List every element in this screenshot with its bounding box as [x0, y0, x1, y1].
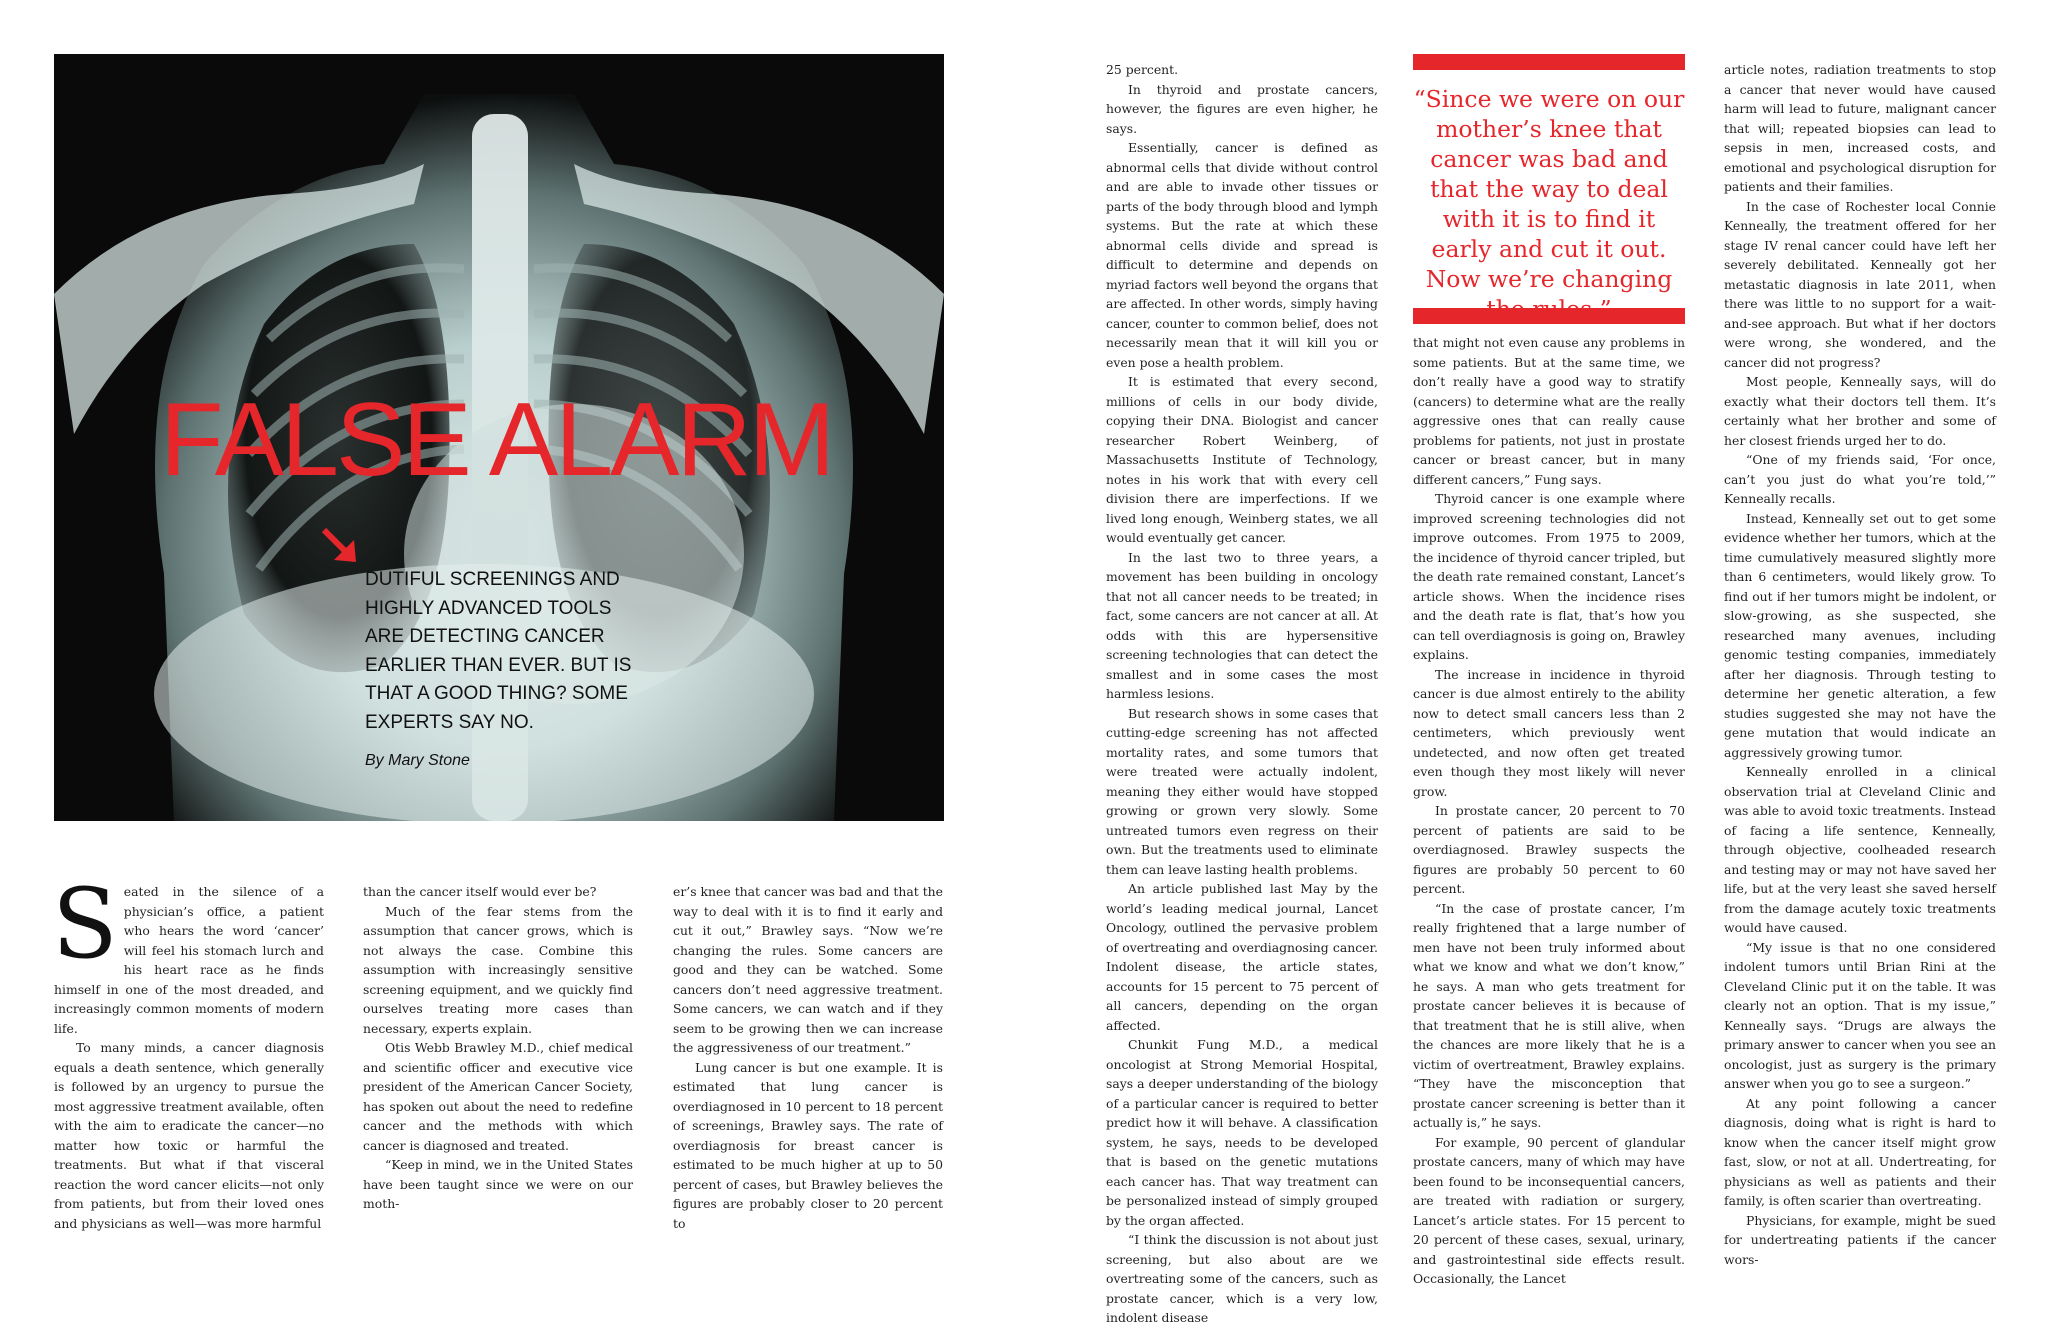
dek: DUTIFUL SCREENINGS AND HIGHLY ADVANCED TOOLS ARE DETECTING CANCER EARLIER THAN EVER. BUT IS THAT A GOOD THING? SOME EXPERTS SAY NO.	[365, 569, 632, 733]
paragraph: “I think the discussion is not about just screening, but also about are we overtreating some of the cancers, such as prostate cancer, which is a very low, indolent disease	[1106, 1232, 1378, 1325]
paragraph: Chunkit Fung M.D., a medical oncologist at Strong Memorial Hospital, says a deeper understanding of the biology of a particular cancer is required to better predict how it will behave. A classification system, he says, needs to be developed that is based on the genetic mutations each cancer has. That way treatment can be personalized instead of simply grouped by the organ affected.	[1106, 1037, 1378, 1228]
article-column-6	[1724, 60, 1996, 1269]
paragraph: Lung cancer is but one example. It is estimated that lung cancer is overdiagnosed in 10 percent to 18 percent of screenings, Brawley says. The rate of overdiagnosis for breast cancer is estimated to be much higher at up to 50 percent of cases, but Brawley believes the figures are probably closer to 20 percent to	[673, 1059, 943, 1231]
pull-quote-bottom-rule	[1413, 308, 1685, 324]
paragraph: article notes, radiation treatments to stop a cancer that never would have caused harm will lead to future, malignant cancer that will; repeated biopsies can lead to sepsis in men, increased costs, and emotional and psychological disruption for patients and their families.	[1724, 62, 1996, 194]
paragraph: Physicians, for example, might be sued for undertreating patients if the cancer wors-	[1724, 1212, 1996, 1267]
paragraph: But research shows in some cases that cutting-edge screening has not affected mortality rates, and some tumors that were treated were actually indolent, meaning they either would have stopped growing or grown very slowly. Some untreated tumors even regress on their own. But the treatments used to eliminate them can leave lasting health problems.	[1106, 705, 1378, 877]
pull-quote-text: “Since we were on our mother’s knee that cancer was bad and that the way to deal with it is to find it early and cut it out. Now we’re changing	[1413, 85, 1685, 293]
paragraph: In the last two to three years, a movement has been building in oncology that not all cancer needs to be treated; in fact, some cancers are not cancer at all. At odds with this are hypersensitive screening technologies that can detect the smallest and in some cases the most harmless lesions.	[1106, 549, 1378, 701]
paragraph: Instead, Kenneally set out to get some evidence whether her tumors, which at the time cumulatively measured slightly more than 6 centimeters, would likely grow. To find out if her tumors might be indolent, or slow-growing, as she suspected, she researched many avenues, including genomic testing companies, immediately after her diagnosis. Through testing to determine her genetic alteration, a few studies suggested she may not have the gene mutation that would indicate an aggressively growing tumor.	[1724, 510, 1996, 760]
paragraph: An article published last May by the world’s leading medical journal, Lancet Oncology, outlined the pervasive problem of overtreating and overdiagnosing cancer. Indolent disease, the article states, accounts for 15 percent to 75 percent of all cancers, depending on the organ affected.	[1106, 881, 1378, 1033]
paragraph: Seated in the silence of a physician’s office, a patient who hears the word ‘cancer’ will feel his stomach lurch and his heart race as he finds himself in one of the most dreaded, and increasingly common moments of modern life.	[52, 868, 324, 1036]
article-column-4	[1106, 60, 1378, 1328]
paragraph: 25 percent.	[1106, 62, 1179, 77]
article-column-1	[52, 868, 324, 1233]
article-column-2	[363, 882, 633, 1214]
paragraph: Most people, Kenneally says, will do exactly what their doctors tell them. It’s certainly what her brother and some of her closest friends urged her to do.	[1724, 374, 1996, 448]
paragraph: that might not even cause any problems in some patients. But at the same time, we don’t really have a good way to stratify (cancers) to determine what are the really aggressive ones that can really cause problems for patients, not just in prostate cancer or breast cancer, but in many different cancers,” Fung says.	[1413, 335, 1685, 487]
paragraph: At any point following a cancer diagnosis, doing what is right is hard to know when the cancer itself might grow fast, slow, or not at all. Undertreating, for physicians as well as patients and their family, is often scarier than overtreating.	[1724, 1095, 1996, 1208]
paragraph: Essentially, cancer is defined as abnormal cells that divide without control and are able to invade other tissues or parts of the body through blood and lymph systems. But the rate at which these abnormal cells divide and spread is difficult to determine and depends on myriad factors well beyond the organs that are affected. In other words, simply having cancer, counter to common belief, does not necessarily mean that it will kill you or even pose a health problem.	[1106, 140, 1378, 370]
headline: FALSE ALARM	[160, 382, 833, 498]
paragraph: er’s knee that cancer was bad and that the way to deal with it is to find it early and cut it out,” Brawley says. “Now we’re changing the rules. Some cancers are good and they can be watched. Some cancers don’t need aggressive treatment. Some cancers, we can watch and if they seem to be growing then we can increase the aggressiveness of our treatment.”	[673, 884, 943, 1055]
arrow-down-right-icon	[320, 526, 360, 566]
article-column-5	[1413, 333, 1685, 1289]
paragraph: In the case of Rochester local Connie Kenneally, the treatment offered for her stage IV renal cancer could have left her severely debilitated. Kenneally got her metastatic diagnosis in late 2011, when there was little to no support for a wait-and-see approach. But what if her doctors were wrong, she wondered, and the cancer did not progress?	[1724, 198, 1996, 370]
paragraph: “One of my friends said, ‘For once, can’t you just do what you’re told,’” Kenneally recalls.	[1724, 452, 1996, 506]
paragraph: In thyroid and prostate cancers, however, the figures are even higher, he says.	[1106, 81, 1378, 136]
paragraph: “My issue is that no one considered indolent tumors until Brian Rini at the Cleveland Clinic put it on the table. It was clearly not an option. That is my issue,” Kenneally says. “Drugs are always the primary answer to cancer when you see an oncologist, just as surgery is the primary answer when you go to see a surgeon.”	[1724, 939, 1996, 1091]
paragraph: “Keep in mind, we in the United States have been taught since we were on our moth-	[363, 1157, 633, 1211]
paragraph: In prostate cancer, 20 percent to 70 percent of patients are said to be overdiagnosed. Brawley suspects the figures are probably 50 percent to 60 percent.	[1413, 803, 1685, 896]
pull-quote	[1413, 54, 1685, 324]
pull-quote-top-rule	[1413, 54, 1685, 70]
paragraph: than the cancer itself would ever be?	[363, 884, 597, 899]
paragraph: Kenneally enrolled in a clinical observation trial at Cleveland Clinic and was able to avoid toxic treatments. Instead of facing a life sentence, Kenneally, through objective, coolheaded research and testing may or may not have saved her life, but at the very least she saved herself from the damage acutely toxic treatments would have caused.	[1724, 764, 1996, 935]
paragraph: Otis Webb Brawley M.D., chief medical and scientific officer and executive vice president of the American Cancer Society, has spoken out about the need to redefine cancer and the methods with which cancer is diagnosed and treated.	[363, 1040, 633, 1153]
paragraph: For example, 90 percent of glandular prostate cancers, many of which may have been found to be inconsequential cancers, are treated with radiation or surgery, Lancet’s article states. For 15 percent to 20 percent of these cases, sexual, urinary, and gastrointestinal side effects result. Occasionally, the Lancet	[1413, 1134, 1685, 1286]
drop-cap: S	[52, 868, 118, 980]
paragraph: The increase in incidence in thyroid cancer is due almost entirely to the ability now to detect small cancers less than 2 centimeters, which previously went undetected, and now often get treated even though they most likely will never grow.	[1413, 666, 1685, 799]
paragraph: Much of the fear stems from the assumption that cancer grows, which is not always the case. Combine this assumption with increasingly sensitive screening equipment, and we quickly find ourselves treating more cases than necessary, experts explain.	[363, 903, 633, 1036]
article-column-3	[673, 882, 943, 1233]
paragraph: Thyroid cancer is one example where improved screening technologies did not improve outcomes. From 1975 to 2009, the incidence of thyroid cancer tripled, but the death rate remained constant, Lancet’s article shows. When the incidence rises and the death rate is flat, that’s how you can tell overdiagnosis is going on, Brawley explains.	[1413, 491, 1685, 662]
paragraph: To many minds, a cancer diagnosis equals a death sentence, which generally is followed by an urgency to pursue the most aggressive treatment available, often with the aim to eradicate the cancer—no matter how toxic or harmful the treatments. But what if that visceral reaction the word cancer elicits—not only from patients, but from their loved ones and physicians as well—was more harmful	[54, 1040, 324, 1231]
paragraph: It is estimated that every second, millions of cells in our body divide, copying their DNA. Biologist and cancer researcher Robert Weinberg, of Massachusetts Institute of Technology, notes in his work that with every cell division there are imperfections. If we lived long enough, Weinberg states, we all would eventually get cancer.	[1106, 374, 1378, 545]
byline: By Mary Stone	[365, 752, 470, 769]
paragraph: “In the case of prostate cancer, I’m really frightened that a large number of men have not been truly informed about what we know and what we don’t know,” he says. A man who gets treatment for prostate cancer believes it is because of that treatment that he is still alive, when the chances are more likely that he is a victim of overtreatment, Brawley explains. “They have the misconception that prostate cancer screening is better than it actually is,” he says.	[1413, 900, 1685, 1130]
